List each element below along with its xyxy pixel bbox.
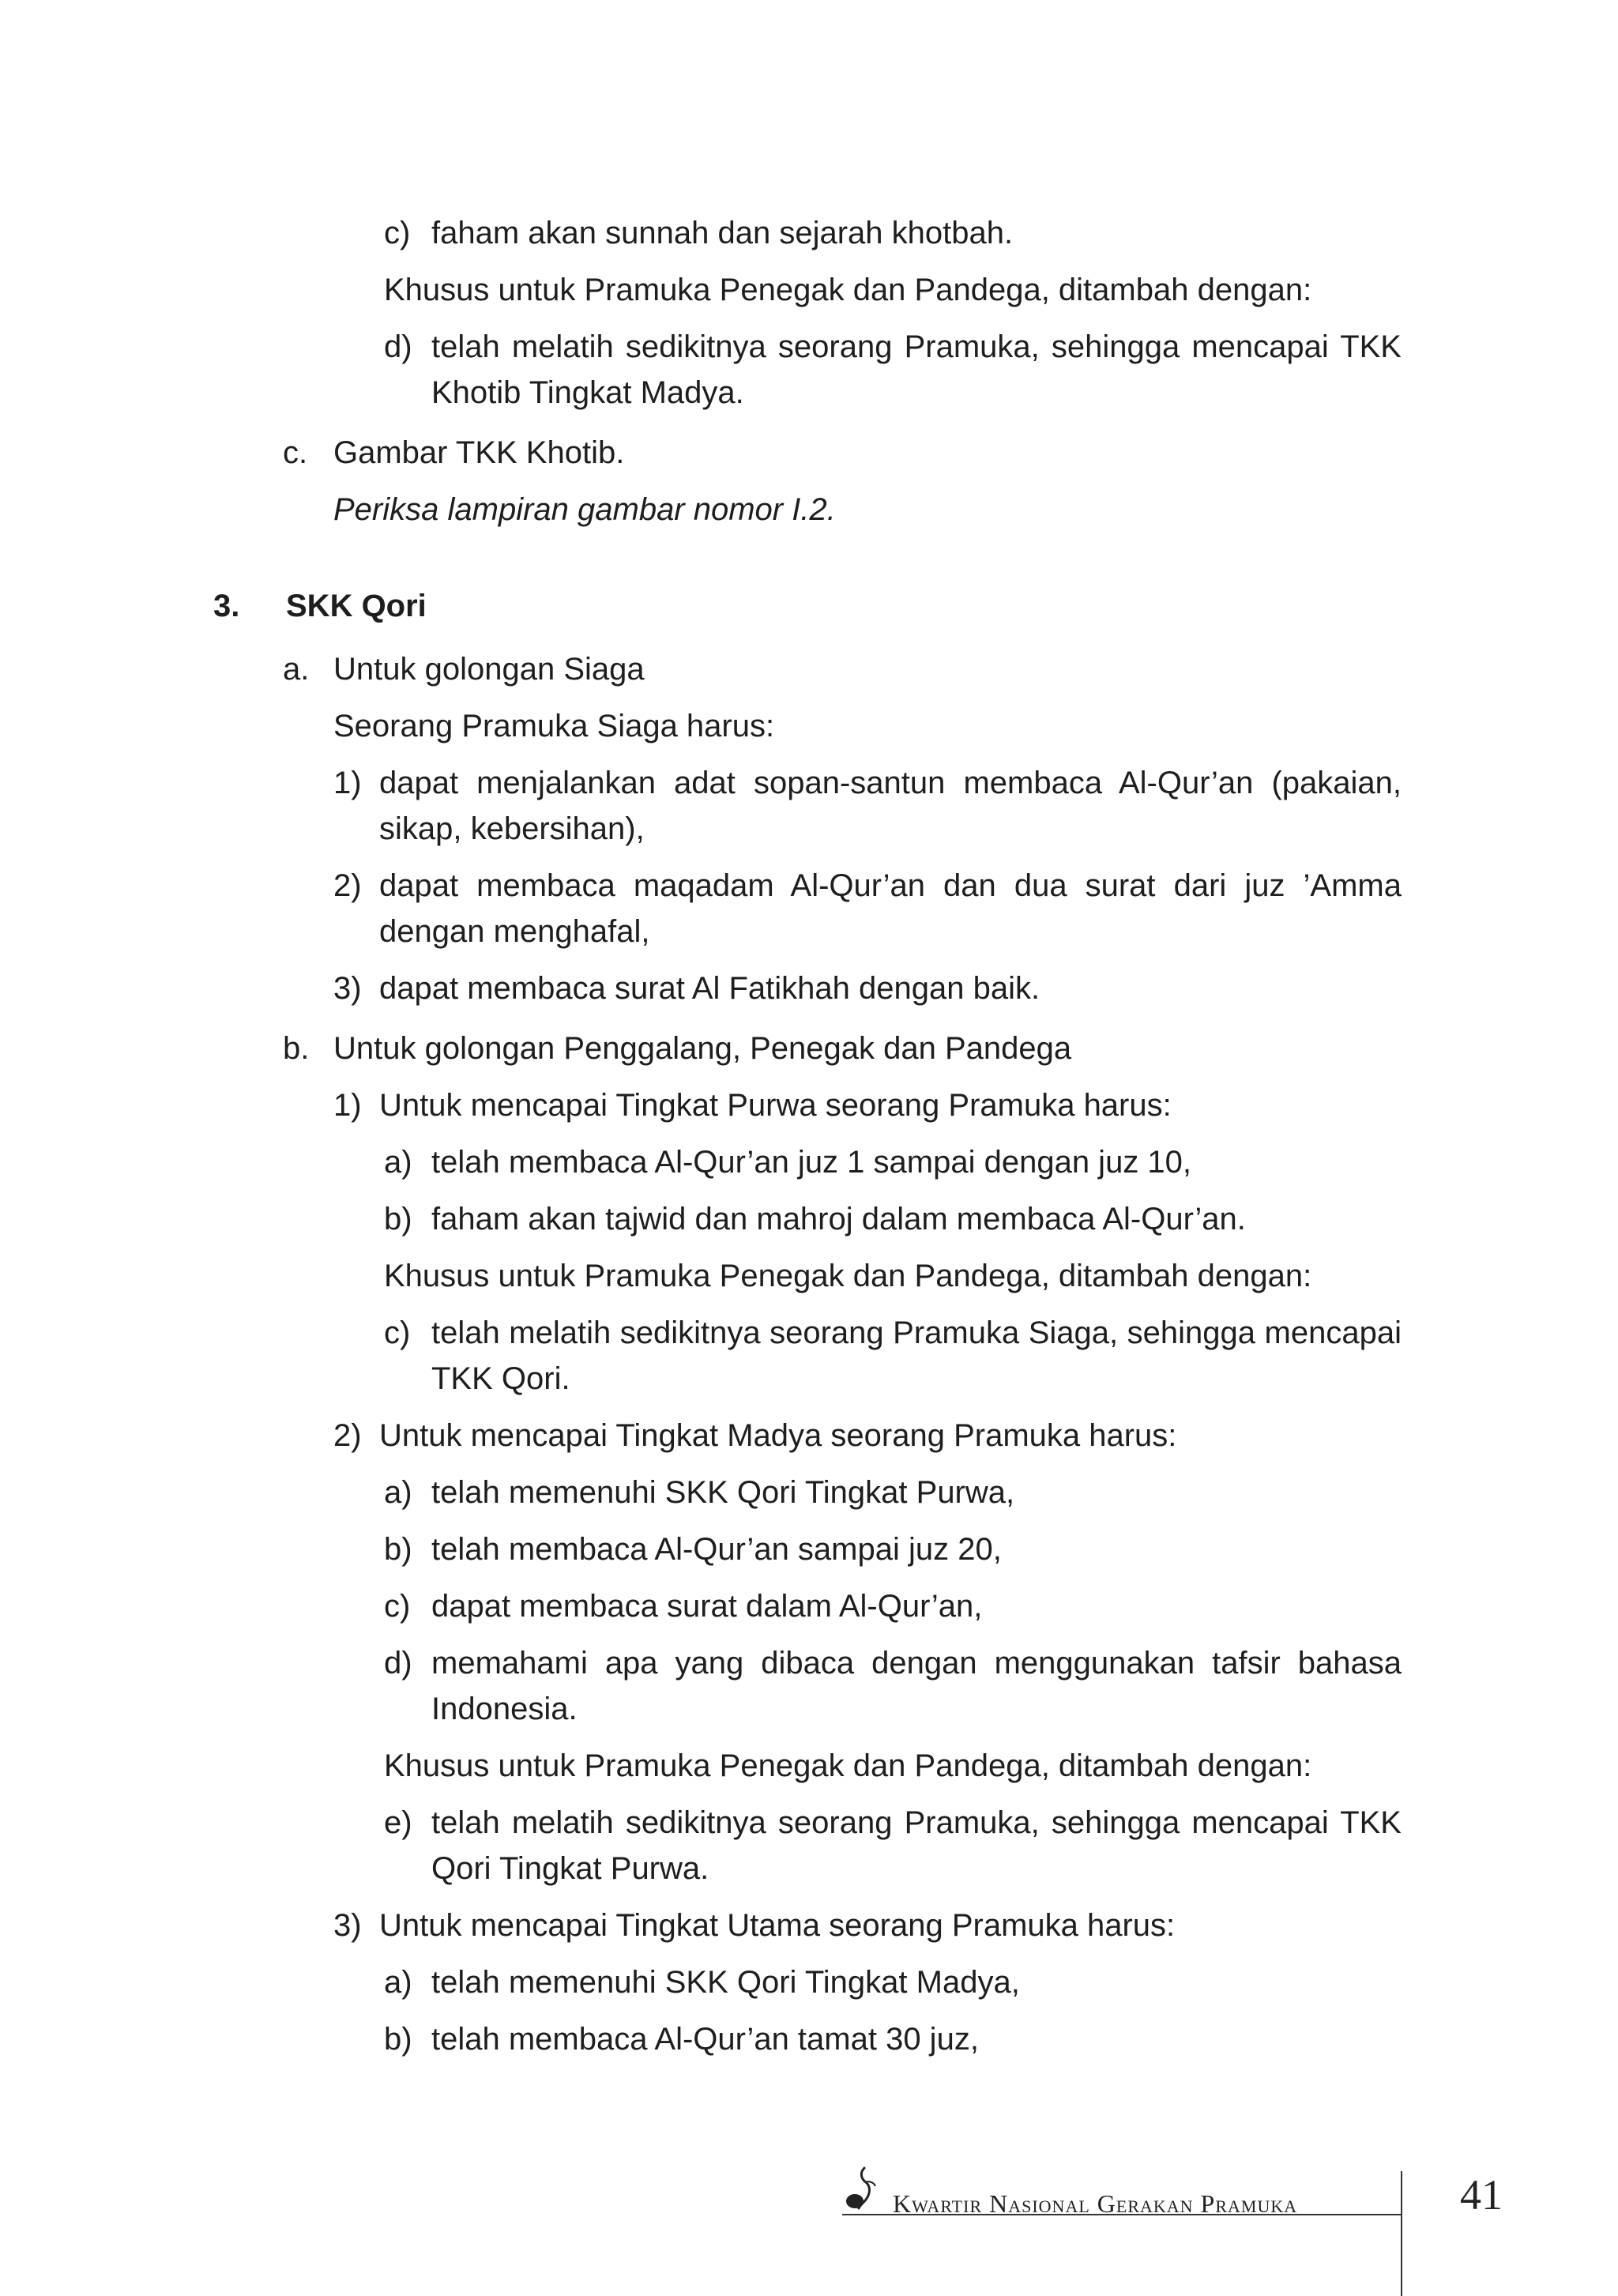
list-item xyxy=(213,1583,1402,1629)
list-item xyxy=(213,1413,1402,1459)
list-item-text: faham akan tajwid dan mahroj dalam membaca Al-Qur’an. xyxy=(431,1202,1246,1236)
list-item xyxy=(213,1026,1402,1071)
list-item-text: faham akan sunnah dan sejarah khotbah. xyxy=(431,216,1014,250)
list-item xyxy=(213,1139,1402,1185)
list-marker: 2) xyxy=(333,1418,362,1453)
paragraph-text: Khusus untuk Pramuka Penegak dan Pandega, ditambah dengan: xyxy=(384,273,1312,307)
list-item xyxy=(213,1310,1402,1402)
list-item xyxy=(213,430,1402,476)
paragraph-text: Seorang Pramuka Siaga harus: xyxy=(333,709,775,743)
list-item xyxy=(213,1196,1402,1242)
list-item-text: Gambar TKK Khotib. xyxy=(333,435,625,470)
list-marker: c) xyxy=(384,1315,411,1350)
list-marker: b) xyxy=(384,1202,412,1236)
list-item xyxy=(213,1470,1402,1515)
footer-organization: Kwartir Nasional Gerakan Pramuka xyxy=(893,2189,1298,2218)
tunas-kelapa-logo-icon xyxy=(844,2166,882,2212)
list-item-text: Untuk mencapai Tingkat Utama seorang Pramuka harus: xyxy=(379,1908,1176,1943)
list-item-text: Untuk mencapai Tingkat Madya seorang Pramuka harus: xyxy=(379,1418,1177,1453)
list-marker: b) xyxy=(384,2022,412,2057)
list-marker: a) xyxy=(384,1965,412,2000)
list-marker: c) xyxy=(384,1589,411,1624)
section-title: SKK Qori xyxy=(286,589,427,623)
list-item-text: telah membaca Al-Qur’an sampai juz 20, xyxy=(431,1532,1002,1567)
paragraph-text: Khusus untuk Pramuka Penegak dan Pandega, ditambah dengan: xyxy=(384,1259,1312,1293)
list-item xyxy=(213,1082,1402,1128)
list-item-text: dapat membaca surat Al Fatikhah dengan baik. xyxy=(379,971,1040,1006)
list-item xyxy=(213,1640,1402,1732)
list-item xyxy=(213,760,1402,852)
list-item xyxy=(213,1959,1402,2005)
paragraph xyxy=(213,1253,1402,1299)
paragraph xyxy=(213,267,1402,313)
figure-reference: Periksa lampiran gambar nomor I.2. xyxy=(333,492,836,527)
list-item-text: Untuk golongan Penggalang, Penegak dan Pandega xyxy=(333,1031,1072,1066)
list-marker: 3) xyxy=(333,1908,362,1943)
list-item xyxy=(213,646,1402,692)
list-marker: 2) xyxy=(333,868,362,903)
list-item-text: telah memenuhi SKK Qori Tingkat Madya, xyxy=(431,1965,1020,2000)
list-marker: b. xyxy=(283,1031,310,1066)
footer-divider xyxy=(1401,2171,1402,2296)
list-item-text: telah melatih sedikitnya seorang Pramuka, sehingga mencapai TKK Qori Tingkat Purwa. xyxy=(431,1805,1402,1886)
list-item xyxy=(213,1526,1402,1572)
list-item-text: telah membaca Al-Qur’an tamat 30 juz, xyxy=(431,2022,979,2057)
page-body xyxy=(213,210,1402,2062)
list-item xyxy=(213,1903,1402,1948)
list-item-text: dapat membaca maqadam Al-Qur’an dan dua surat dari juz ’Amma dengan menghafal, xyxy=(379,868,1402,949)
list-marker: a) xyxy=(384,1475,412,1510)
list-item-text: telah melatih sedikitnya seorang Pramuka Siaga, sehingga mencapai TKK Qori. xyxy=(431,1315,1402,1396)
list-marker: d) xyxy=(384,329,412,364)
list-item-text: telah membaca Al-Qur’an juz 1 sampai dengan juz 10, xyxy=(431,1145,1192,1180)
list-marker: d) xyxy=(384,1646,412,1681)
list-item xyxy=(213,863,1402,954)
list-marker: 1) xyxy=(333,1088,362,1123)
list-marker: c. xyxy=(283,435,308,470)
list-marker: e) xyxy=(384,1805,412,1840)
paragraph xyxy=(213,703,1402,749)
list-item-text: telah melatih sedikitnya seorang Pramuka, sehingga mencapai TKK Khotib Tingkat Madya. xyxy=(431,329,1402,410)
list-item xyxy=(213,210,1402,256)
list-marker: 3) xyxy=(333,971,362,1006)
page-number: 41 xyxy=(1460,2171,1503,2219)
list-item-text: dapat membaca surat dalam Al-Qur’an, xyxy=(431,1589,983,1624)
list-marker: b) xyxy=(384,1532,412,1567)
paragraph xyxy=(213,487,1402,533)
list-item-text: Untuk golongan Siaga xyxy=(333,652,645,687)
list-item xyxy=(213,2016,1402,2062)
section-heading xyxy=(213,583,1402,629)
paragraph xyxy=(213,1743,1402,1789)
list-item xyxy=(213,324,1402,416)
list-marker: c) xyxy=(384,216,411,250)
list-item-text: telah memenuhi SKK Qori Tingkat Purwa, xyxy=(431,1475,1015,1510)
list-item-text: Untuk mencapai Tingkat Purwa seorang Pramuka harus: xyxy=(379,1088,1172,1123)
list-marker: a) xyxy=(384,1145,412,1180)
paragraph-text: Khusus untuk Pramuka Penegak dan Pandega, ditambah dengan: xyxy=(384,1748,1312,1783)
list-item-text: dapat menjalankan adat sopan-santun membaca Al-Qur’an (pakaian, sikap, kebersihan), xyxy=(379,766,1402,846)
list-marker: a. xyxy=(283,652,310,687)
section-number: 3. xyxy=(213,589,240,623)
list-item xyxy=(213,1800,1402,1891)
list-item-text: memahami apa yang dibaca dengan menggunakan tafsir bahasa Indonesia. xyxy=(431,1646,1402,1726)
list-marker: 1) xyxy=(333,766,362,800)
list-item xyxy=(213,965,1402,1011)
